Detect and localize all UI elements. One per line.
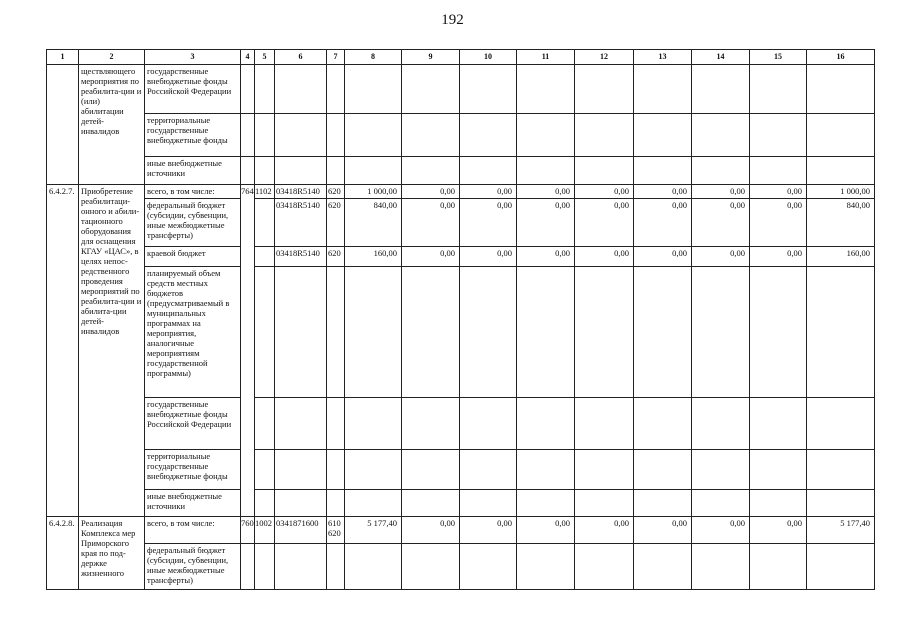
activity-code xyxy=(47,65,79,185)
section-code xyxy=(255,114,275,157)
amount-cell xyxy=(345,450,402,490)
amount-cell xyxy=(634,490,692,517)
amount-cell xyxy=(750,398,807,450)
expense-type-code xyxy=(327,398,345,450)
funding-source: всего, в том числе: xyxy=(145,517,241,544)
amount-cell: 0,00 xyxy=(460,517,517,544)
expense-type-code xyxy=(327,157,345,185)
ministry-code: 764 xyxy=(241,185,255,517)
activity-code: 6.4.2.7. xyxy=(47,185,79,517)
funding-source: планируемый объем средств местных бюджетов (предусматриваемый в муниципальных программах на мероприятия, аналогичные мероприятиям государственной программы) xyxy=(145,267,241,398)
ministry-code: 760 xyxy=(241,517,255,544)
column-number-header: 8 xyxy=(345,50,402,65)
target-article-code: 03418R5140 xyxy=(275,247,327,267)
amount-cell xyxy=(517,65,575,114)
amount-cell xyxy=(807,267,875,398)
expense-type-code xyxy=(327,490,345,517)
amount-cell: 0,00 xyxy=(460,199,517,247)
target-article-code xyxy=(275,65,327,114)
amount-cell xyxy=(575,450,634,490)
amount-cell xyxy=(634,114,692,157)
funding-source: федеральный бюджет (субсидии, субвенции, иные межбюджетные трансферты) xyxy=(145,199,241,247)
table-row xyxy=(47,199,875,247)
funding-source: иные внебюджетные источники xyxy=(145,490,241,517)
amount-cell xyxy=(634,157,692,185)
amount-cell xyxy=(634,398,692,450)
amount-cell xyxy=(807,544,875,590)
column-number-header: 16 xyxy=(807,50,875,65)
amount-cell xyxy=(692,65,750,114)
target-article-code xyxy=(275,450,327,490)
funding-source: территориальные государственные внебюджетные фонды xyxy=(145,114,241,157)
column-number-header: 12 xyxy=(575,50,634,65)
amount-cell xyxy=(402,157,460,185)
column-number-header: 9 xyxy=(402,50,460,65)
amount-cell xyxy=(517,490,575,517)
amount-cell xyxy=(807,114,875,157)
amount-cell: 0,00 xyxy=(692,517,750,544)
column-number-header: 10 xyxy=(460,50,517,65)
target-article-code: 03418R5140 xyxy=(275,185,327,199)
amount-cell: 160,00 xyxy=(345,247,402,267)
target-article-code: 0341871600 xyxy=(275,517,327,544)
amount-cell xyxy=(517,544,575,590)
amount-cell xyxy=(692,114,750,157)
amount-cell: 5 177,40 xyxy=(345,517,402,544)
amount-cell: 0,00 xyxy=(517,185,575,199)
table-row xyxy=(47,544,875,590)
amount-cell xyxy=(460,398,517,450)
amount-cell: 1 000,00 xyxy=(345,185,402,199)
ministry-code xyxy=(241,65,255,114)
amount-cell xyxy=(750,267,807,398)
amount-cell xyxy=(750,157,807,185)
activity-name: ществляющего мероприятия по реабилита-ции и (или) абилитации детей-инвалидов xyxy=(79,65,145,185)
funding-source: территориальные государственные внебюджетные фонды xyxy=(145,450,241,490)
column-number-header: 15 xyxy=(750,50,807,65)
amount-cell xyxy=(460,114,517,157)
amount-cell: 0,00 xyxy=(634,247,692,267)
amount-cell xyxy=(402,114,460,157)
amount-cell xyxy=(345,544,402,590)
amount-cell: 840,00 xyxy=(345,199,402,247)
amount-cell xyxy=(692,267,750,398)
target-article-code: 03418R5140 xyxy=(275,199,327,247)
amount-cell xyxy=(634,450,692,490)
amount-cell xyxy=(517,398,575,450)
amount-cell: 0,00 xyxy=(692,185,750,199)
column-number-header: 3 xyxy=(145,50,241,65)
amount-cell xyxy=(575,157,634,185)
section-code xyxy=(255,398,275,450)
amount-cell xyxy=(575,544,634,590)
amount-cell xyxy=(692,490,750,517)
funding-source: всего, в том числе: xyxy=(145,185,241,199)
column-number-header: 13 xyxy=(634,50,692,65)
amount-cell xyxy=(460,450,517,490)
column-number-header: 2 xyxy=(79,50,145,65)
amount-cell: 0,00 xyxy=(517,199,575,247)
amount-cell: 0,00 xyxy=(575,247,634,267)
amount-cell xyxy=(345,157,402,185)
column-number-header: 5 xyxy=(255,50,275,65)
amount-cell: 0,00 xyxy=(460,247,517,267)
amount-cell xyxy=(517,157,575,185)
ministry-code xyxy=(241,157,255,185)
budget-table xyxy=(46,49,875,590)
column-number-header: 7 xyxy=(327,50,345,65)
ministry-code xyxy=(241,114,255,157)
amount-cell xyxy=(345,65,402,114)
amount-cell xyxy=(460,267,517,398)
amount-cell xyxy=(634,267,692,398)
amount-cell xyxy=(575,267,634,398)
target-article-code xyxy=(275,157,327,185)
amount-cell: 0,00 xyxy=(750,517,807,544)
section-code: 1002 xyxy=(255,517,275,544)
amount-cell xyxy=(750,65,807,114)
amount-cell: 0,00 xyxy=(575,517,634,544)
column-number-header: 11 xyxy=(517,50,575,65)
amount-cell xyxy=(460,65,517,114)
amount-cell: 0,00 xyxy=(517,517,575,544)
amount-cell xyxy=(750,544,807,590)
activity-name: Приобретение реабилитаци-онного и абили-тационного оборудования для оснащения КГАУ «ЦАС», в целях непос-редственного проведения мероприятий по реабилита-ции и абилита-ции детей-инвалидов xyxy=(79,185,145,517)
table-row xyxy=(47,157,875,185)
table-row xyxy=(47,114,875,157)
section-code xyxy=(255,157,275,185)
target-article-code xyxy=(275,267,327,398)
amount-cell xyxy=(750,490,807,517)
column-number-header: 14 xyxy=(692,50,750,65)
amount-cell xyxy=(807,450,875,490)
amount-cell xyxy=(692,544,750,590)
section-code xyxy=(255,199,275,247)
amount-cell xyxy=(345,114,402,157)
amount-cell: 0,00 xyxy=(634,199,692,247)
amount-cell: 0,00 xyxy=(750,247,807,267)
ministry-code xyxy=(241,544,255,590)
table-row xyxy=(47,65,875,114)
expense-type-code xyxy=(327,267,345,398)
table-row xyxy=(47,247,875,267)
amount-cell xyxy=(345,490,402,517)
column-number-header: 6 xyxy=(275,50,327,65)
expense-type-code xyxy=(327,65,345,114)
amount-cell: 0,00 xyxy=(402,199,460,247)
expense-type-code xyxy=(327,114,345,157)
target-article-code xyxy=(275,544,327,590)
amount-cell xyxy=(460,157,517,185)
amount-cell: 160,00 xyxy=(807,247,875,267)
amount-cell: 0,00 xyxy=(575,199,634,247)
amount-cell: 0,00 xyxy=(634,517,692,544)
amount-cell: 0,00 xyxy=(750,185,807,199)
amount-cell: 0,00 xyxy=(402,247,460,267)
expense-type-code: 620 xyxy=(327,247,345,267)
amount-cell xyxy=(634,65,692,114)
target-article-code xyxy=(275,398,327,450)
amount-cell xyxy=(692,157,750,185)
activity-name: Реализация Комплекса мер Приморского края по под-держке жизненного xyxy=(79,517,145,590)
amount-cell: 0,00 xyxy=(692,247,750,267)
section-code xyxy=(255,490,275,517)
amount-cell xyxy=(517,114,575,157)
amount-cell xyxy=(750,450,807,490)
funding-source: государственные внебюджетные фонды Российской Федерации xyxy=(145,65,241,114)
amount-cell xyxy=(402,398,460,450)
amount-cell xyxy=(402,544,460,590)
amount-cell xyxy=(575,114,634,157)
amount-cell xyxy=(402,490,460,517)
table-row xyxy=(47,185,875,199)
amount-cell xyxy=(807,65,875,114)
amount-cell: 0,00 xyxy=(750,199,807,247)
section-code xyxy=(255,247,275,267)
amount-cell xyxy=(807,490,875,517)
amount-cell: 1 000,00 xyxy=(807,185,875,199)
amount-cell: 0,00 xyxy=(517,247,575,267)
section-code xyxy=(255,544,275,590)
section-code xyxy=(255,267,275,398)
amount-cell xyxy=(575,65,634,114)
column-number-header: 4 xyxy=(241,50,255,65)
amount-cell: 0,00 xyxy=(460,185,517,199)
expense-type-code: 610 620 xyxy=(327,517,345,544)
amount-cell xyxy=(517,267,575,398)
amount-cell: 0,00 xyxy=(402,517,460,544)
table-row xyxy=(47,398,875,450)
amount-cell xyxy=(402,450,460,490)
activity-code: 6.4.2.8. xyxy=(47,517,79,590)
amount-cell xyxy=(807,157,875,185)
amount-cell xyxy=(807,398,875,450)
amount-cell: 5 177,40 xyxy=(807,517,875,544)
amount-cell: 0,00 xyxy=(634,185,692,199)
amount-cell xyxy=(402,65,460,114)
amount-cell: 840,00 xyxy=(807,199,875,247)
amount-cell: 0,00 xyxy=(402,185,460,199)
target-article-code xyxy=(275,114,327,157)
amount-cell xyxy=(402,267,460,398)
amount-cell: 0,00 xyxy=(692,199,750,247)
page-number: 192 xyxy=(441,12,464,28)
table-row xyxy=(47,450,875,490)
table-row xyxy=(47,267,875,398)
amount-cell xyxy=(575,490,634,517)
amount-cell xyxy=(750,114,807,157)
section-code xyxy=(255,65,275,114)
amount-cell xyxy=(460,490,517,517)
amount-cell xyxy=(460,544,517,590)
expense-type-code: 620 xyxy=(327,199,345,247)
column-number-header: 1 xyxy=(47,50,79,65)
funding-source: государственные внебюджетные фонды Российской Федерации xyxy=(145,398,241,450)
expense-type-code xyxy=(327,544,345,590)
amount-cell xyxy=(575,398,634,450)
section-code xyxy=(255,450,275,490)
amount-cell xyxy=(517,450,575,490)
table-row xyxy=(47,517,875,544)
section-code: 1102 xyxy=(255,185,275,199)
amount-cell xyxy=(692,450,750,490)
amount-cell xyxy=(345,267,402,398)
expense-type-code: 620 xyxy=(327,185,345,199)
funding-source: федеральный бюджет (субсидии, субвенции, иные межбюджетные трансферты) xyxy=(145,544,241,590)
amount-cell: 0,00 xyxy=(575,185,634,199)
target-article-code xyxy=(275,490,327,517)
amount-cell xyxy=(345,398,402,450)
column-number-row xyxy=(47,50,875,65)
expense-type-code xyxy=(327,450,345,490)
table-row xyxy=(47,490,875,517)
funding-source: иные внебюджетные источники xyxy=(145,157,241,185)
amount-cell xyxy=(634,544,692,590)
amount-cell xyxy=(692,398,750,450)
funding-source: краевой бюджет xyxy=(145,247,241,267)
